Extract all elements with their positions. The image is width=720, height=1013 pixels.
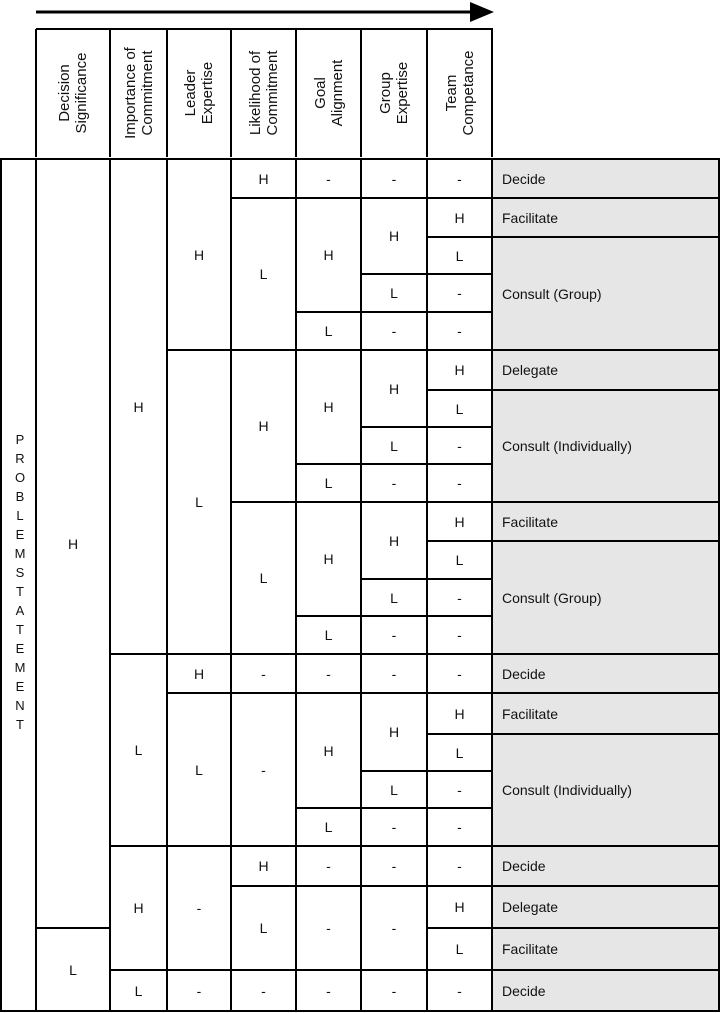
outcome-label: Facilitate (502, 209, 559, 226)
tree-cell-value: L (390, 285, 398, 301)
tree-cell-value: L (455, 744, 464, 761)
outcome-label: Facilitate (502, 705, 559, 722)
cell-divider (231, 197, 297, 199)
cell-divider (427, 845, 493, 847)
tree-cell-value: - (457, 323, 462, 339)
tree-cell-value: H (258, 170, 269, 187)
tree-cell-value: - (457, 589, 462, 606)
column-header-label: Group Expertise (377, 61, 411, 124)
cell-divider (361, 885, 428, 887)
cell-divider (231, 845, 297, 847)
tree-cell-value: - (457, 475, 462, 491)
tree-cell-value: - (457, 781, 462, 798)
cell-divider (427, 501, 493, 503)
outcome-label: Decide (502, 858, 546, 874)
cell-divider (296, 463, 362, 465)
cell-divider (361, 463, 428, 465)
tree-cell-value: L (259, 920, 268, 936)
tree-cell-value: - (391, 323, 397, 339)
tree-cell-value: - (457, 819, 462, 835)
cell-divider (427, 463, 493, 465)
outcome-divider (492, 653, 719, 655)
column-divider (491, 159, 493, 1012)
cell-divider (167, 653, 232, 655)
cell-divider (427, 197, 493, 199)
cell-divider (427, 615, 493, 617)
column-divider (426, 159, 428, 1012)
column-divider (35, 159, 37, 1012)
cell-divider (361, 273, 428, 275)
tree-cell-value: H (258, 858, 269, 874)
cell-divider (296, 969, 362, 971)
column-header-label: Importance of Commitment (121, 46, 156, 139)
cell-divider (296, 615, 362, 617)
column-divider (360, 159, 362, 1012)
outcome-divider (492, 969, 719, 971)
tree-cell-value: H (133, 398, 144, 415)
cell-divider (167, 349, 232, 351)
tree-cell-value: L (69, 961, 77, 978)
outcome-label: Consult (Group) (502, 589, 602, 606)
tree-cell-value: L (324, 819, 333, 835)
cell-divider (296, 311, 362, 313)
tree-cell-value: L (455, 941, 464, 957)
outcome-divider (492, 389, 719, 391)
header-divider (360, 29, 362, 157)
tree-cell-value: - (391, 475, 397, 491)
column-header-label: Goal Alignment (311, 59, 346, 126)
tree-cell-value: H (323, 399, 334, 415)
outcome-divider (492, 236, 719, 238)
tree-cell-value: - (326, 665, 331, 682)
cell-divider (296, 653, 362, 655)
outcome-divider (492, 501, 719, 503)
tree-cell-value: L (324, 627, 333, 643)
column-divider (230, 159, 232, 1012)
tree-cell-value: L (324, 475, 333, 491)
outcome-label: Delegate (502, 899, 559, 915)
tree-left-border (0, 159, 2, 1012)
tree-cell-value: L (324, 323, 333, 339)
tree-cell-value: - (391, 627, 397, 643)
column-divider (109, 159, 111, 1012)
cell-divider (231, 692, 297, 694)
outcome-divider (492, 733, 719, 735)
cell-divider (296, 885, 362, 887)
tree-cell-value: - (326, 982, 331, 999)
outcome-label: Facilitate (502, 513, 559, 530)
tree-cell-value: - (457, 437, 462, 454)
cell-divider (427, 770, 493, 772)
cell-divider (296, 197, 362, 199)
tree-cell-value: H (454, 705, 465, 722)
cell-divider (427, 969, 493, 971)
cell-divider (427, 349, 493, 351)
column-header-label: Team Competance (442, 49, 477, 136)
cell-divider (361, 615, 428, 617)
tree-cell-value: - (196, 982, 202, 999)
cell-divider (427, 236, 493, 238)
cell-divider (427, 653, 493, 655)
tree-cell-value: L (259, 266, 268, 282)
cell-divider (167, 692, 232, 694)
tree-cell-value: - (391, 982, 397, 999)
tree-cell-value: L (390, 781, 398, 798)
tree-cell-value: L (390, 589, 398, 606)
tree-cell-value: - (391, 170, 397, 187)
tree-cell-value: H (258, 418, 269, 434)
cell-divider (427, 389, 493, 391)
tree-cell-value: - (261, 982, 266, 999)
tree-cell-value: - (326, 920, 331, 936)
header-divider (230, 29, 232, 157)
cell-divider (361, 197, 428, 199)
cell-divider (167, 845, 232, 847)
cell-divider (361, 969, 428, 971)
outcome-divider (492, 885, 719, 887)
tree-cell-value: H (67, 535, 79, 552)
tree-cell-value: L (195, 761, 203, 778)
column-header-label: Likelihood of Commitment (246, 49, 281, 136)
column-divider (295, 159, 297, 1012)
cell-divider (427, 885, 493, 887)
tree-cell-value: H (323, 247, 334, 263)
tree-cell-value: L (134, 742, 143, 758)
cell-divider (361, 349, 428, 351)
outcome-divider (492, 197, 719, 199)
tree-cell-value: - (391, 858, 397, 874)
cell-divider (296, 845, 362, 847)
outcome-label: Consult (Individually) (502, 438, 632, 454)
cell-divider (427, 733, 493, 735)
tree-cell-value: L (455, 400, 464, 417)
header-divider (295, 29, 297, 157)
tree-cell-value: L (134, 982, 143, 999)
tree-cell-value: - (326, 858, 331, 874)
header-divider (109, 29, 111, 157)
cell-divider (296, 349, 362, 351)
tree-cell-value: - (457, 858, 462, 874)
outcome-divider (492, 845, 719, 847)
tree-cell-value: L (195, 494, 203, 510)
tree-cell-value: - (391, 920, 397, 936)
cell-divider (361, 311, 428, 313)
cell-divider (361, 578, 428, 580)
tree-cell-value: - (391, 819, 397, 835)
problem-statement-label: PROBLEM STATEMENT (14, 432, 26, 732)
cell-divider (427, 578, 493, 580)
tree-cell-value: H (454, 899, 465, 915)
cell-divider (361, 807, 428, 809)
outcome-divider (492, 349, 719, 351)
cell-divider (110, 653, 168, 655)
cell-divider (361, 845, 428, 847)
cell-divider (427, 426, 493, 428)
cell-divider (427, 311, 493, 313)
tree-cell-value: - (457, 665, 462, 682)
header-divider (426, 29, 428, 157)
outcome-divider (492, 692, 719, 694)
cell-divider (427, 273, 493, 275)
tree-cell-value: L (455, 552, 464, 568)
tree-cell-value: H (388, 228, 400, 244)
cell-divider (361, 653, 428, 655)
outcome-label: Facilitate (502, 941, 559, 957)
tree-cell-value: H (388, 380, 400, 397)
tree-cell-value: - (391, 665, 397, 682)
tree-cell-value: - (261, 665, 266, 682)
header-divider (166, 29, 168, 157)
tree-cell-value: H (388, 532, 400, 549)
cell-divider (36, 927, 111, 929)
tree-cell-value: - (457, 170, 462, 187)
cell-divider (231, 969, 297, 971)
cell-divider (427, 927, 493, 929)
cell-divider (361, 426, 428, 428)
tree-cell-value: - (261, 761, 266, 778)
tree-cell-value: H (193, 246, 205, 263)
column-header-label: Leader Expertise (182, 61, 216, 124)
tree-cell-value: H (454, 362, 465, 378)
tree-cell-value: - (457, 285, 462, 301)
outcome-label: Decide (502, 982, 546, 999)
cell-divider (167, 969, 232, 971)
tree-cell-value: - (457, 627, 462, 643)
cell-divider (296, 501, 362, 503)
tree-cell-value: - (196, 900, 202, 916)
cell-divider (231, 501, 297, 503)
cell-divider (427, 692, 493, 694)
tree-cell-value: H (133, 900, 144, 916)
tree-cell-value: H (193, 665, 205, 682)
cell-divider (296, 692, 362, 694)
cell-divider (296, 807, 362, 809)
cell-divider (110, 969, 168, 971)
outcome-label: Decide (502, 665, 546, 682)
header-top-border (36, 28, 493, 30)
tree-cell-value: H (454, 209, 465, 226)
tree-cell-value: L (455, 247, 464, 264)
outcome-divider (492, 540, 719, 542)
cell-divider (361, 692, 428, 694)
cell-divider (231, 885, 297, 887)
header-divider (35, 29, 37, 157)
tree-cell-value: H (323, 742, 334, 759)
tree-cell-value: H (323, 551, 334, 567)
tree-cell-value: - (326, 170, 331, 187)
column-divider (166, 159, 168, 1012)
cell-divider (231, 349, 297, 351)
tree-cell-value: L (259, 570, 268, 586)
outcome-label: Decide (502, 170, 546, 187)
tree-cell-value: L (390, 437, 398, 454)
cell-divider (427, 540, 493, 542)
column-header-label: Decision Significance (56, 52, 90, 133)
outcome-label: Delegate (502, 362, 559, 378)
cell-divider (361, 770, 428, 772)
outcome-label: Consult (Group) (502, 285, 602, 302)
tree-cell-value: - (457, 982, 462, 999)
header-divider (491, 29, 493, 157)
tree-cell-value: H (388, 724, 400, 740)
outcome-label: Consult (Individually) (502, 782, 632, 798)
cell-divider (361, 501, 428, 503)
tree-cell-value: H (454, 513, 465, 530)
cell-divider (427, 807, 493, 809)
outcome-divider (492, 927, 719, 929)
cell-divider (231, 653, 297, 655)
cell-divider (110, 845, 168, 847)
